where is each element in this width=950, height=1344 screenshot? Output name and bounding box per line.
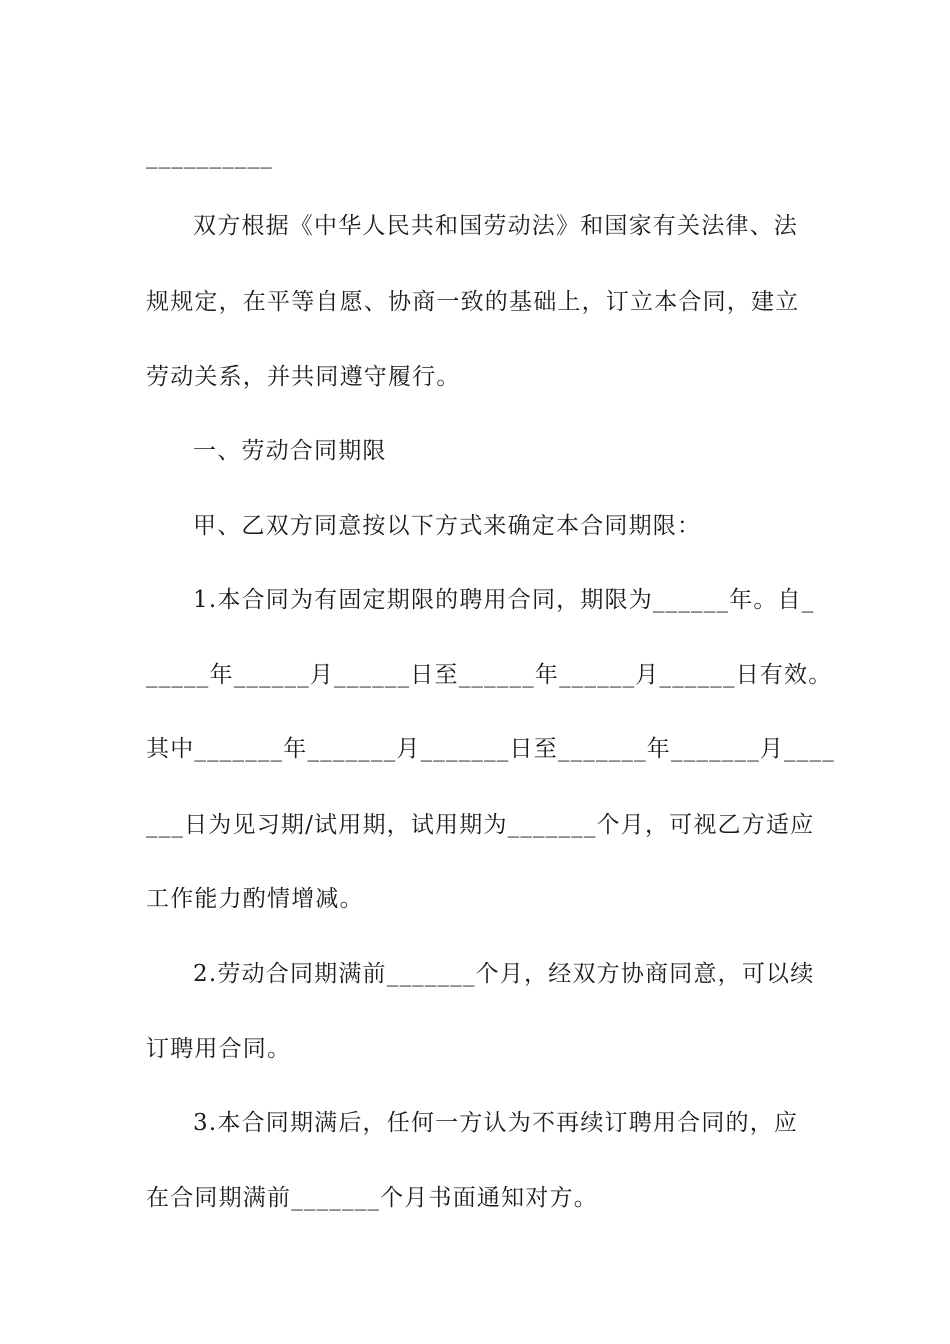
clause-1-line-5: 工作能力酌情增减。 [146, 886, 364, 912]
paragraph-term-intro: 甲、乙双方同意按以下方式来确定本合同期限： [193, 513, 702, 539]
header-blank-line: __________ [146, 143, 273, 169]
paragraph-basis-line-1: 双方根据《中华人民共和国劳动法》和国家有关法律、法 [193, 213, 798, 239]
paragraph-basis-line-2: 规规定，在平等自愿、协商一致的基础上，订立本合同，建立 [146, 289, 800, 315]
clause-3-line-1: 3.本合同期满后，任何一方认为不再续订聘用合同的，应 [193, 1110, 799, 1136]
clause-2-line-1: 2.劳动合同期满前_______个月，经双方协商同意，可以续 [193, 961, 815, 987]
section-heading-contract-term: 一、劳动合同期限 [193, 438, 387, 464]
clause-1-line-4: ___日为见习期/试用期，试用期为_______个月，可视乙方适应 [146, 812, 815, 838]
paragraph-basis-line-3: 劳动关系，并共同遵守履行。 [146, 364, 461, 390]
clause-1-line-2: _____年______月______日至______年______月______日有效。 [146, 662, 833, 688]
clause-3-line-2: 在合同期满前_______个月书面通知对方。 [146, 1185, 598, 1211]
clause-2-line-2: 订聘用合同。 [146, 1036, 292, 1062]
clause-1-line-1: 1.本合同为有固定期限的聘用合同，期限为______年。自_ [193, 587, 815, 613]
clause-1-line-3: 其中_______年_______月_______日至_______年_______月____ [146, 736, 835, 762]
